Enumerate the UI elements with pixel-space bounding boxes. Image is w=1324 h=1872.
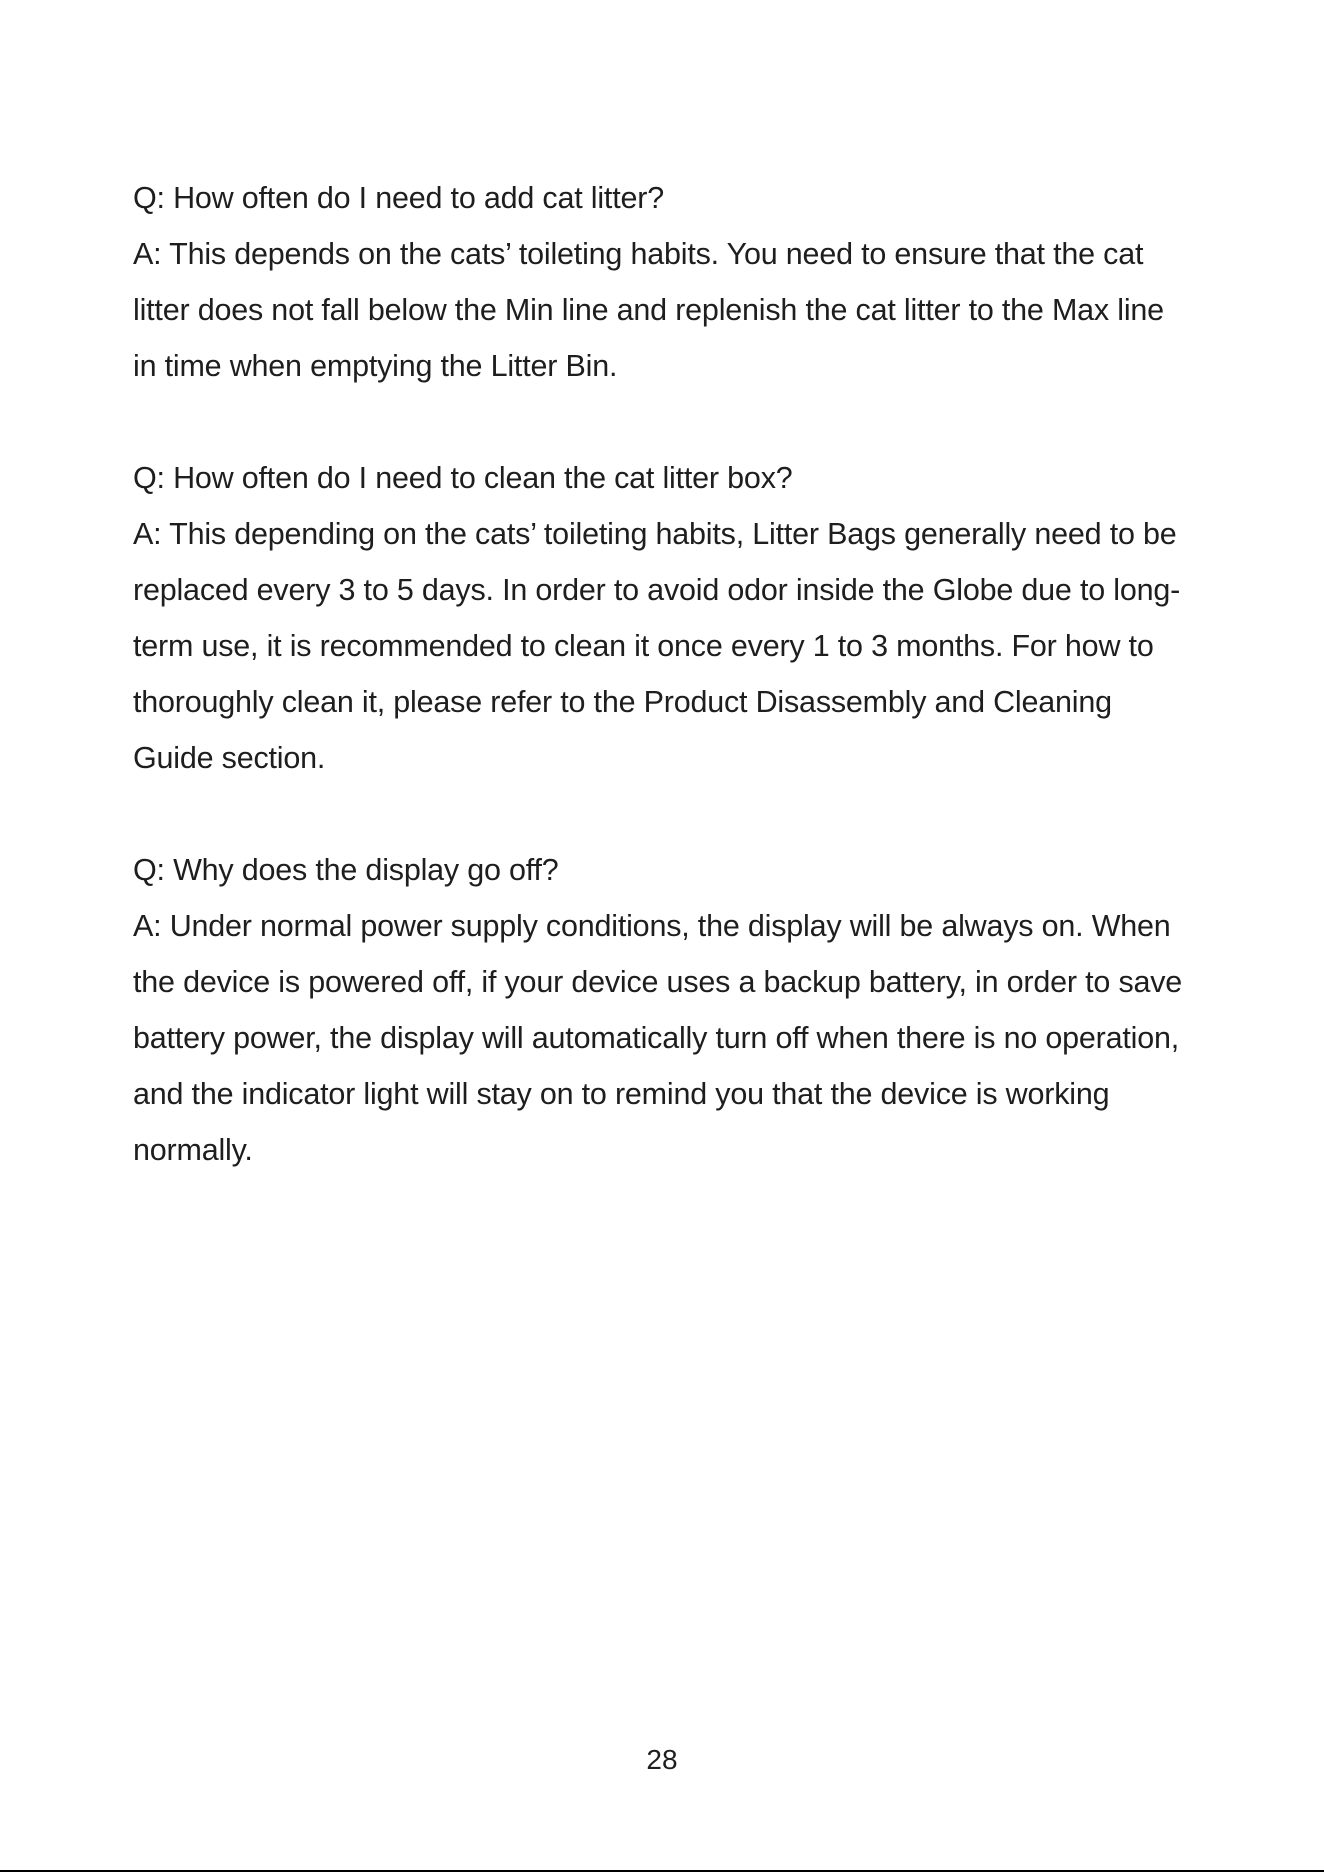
faq-answer: A: This depends on the cats’ toileting habits. You need to ensure that the cat litter does not fall below the Min line and replenish the cat litter to the Max line in time when emptying the Litter Bin.	[133, 237, 1164, 383]
faq-question: Q: How often do I need to clean the cat litter box?	[133, 461, 793, 495]
faq-item-add-litter	[133, 170, 1193, 394]
faq-answer: A: This depending on the cats’ toileting habits, Litter Bags generally need to be replaced every 3 to 5 days. In order to avoid odor inside the Globe due to long-term use, it is recommended to clean it once every 1 to 3 months. For how to thoroughly clean it, please refer to the Product Disassembly and Cleaning Guide section.	[133, 517, 1181, 775]
faq-question: Q: How often do I need to add cat litter?	[133, 181, 664, 215]
faq-item-display-off	[133, 842, 1193, 1178]
faq-section	[133, 170, 1193, 1234]
faq-question: Q: Why does the display go off?	[133, 853, 559, 887]
faq-item-clean-box	[133, 450, 1193, 786]
page-number: 28	[646, 1744, 678, 1775]
faq-answer: A: Under normal power supply conditions, the display will be always on. When the device is powered off, if your device uses a backup battery, in order to save battery power, the display will automatically turn off when there is no operation, and the indicator light will stay on to remind you that the device is working normally.	[133, 909, 1183, 1167]
